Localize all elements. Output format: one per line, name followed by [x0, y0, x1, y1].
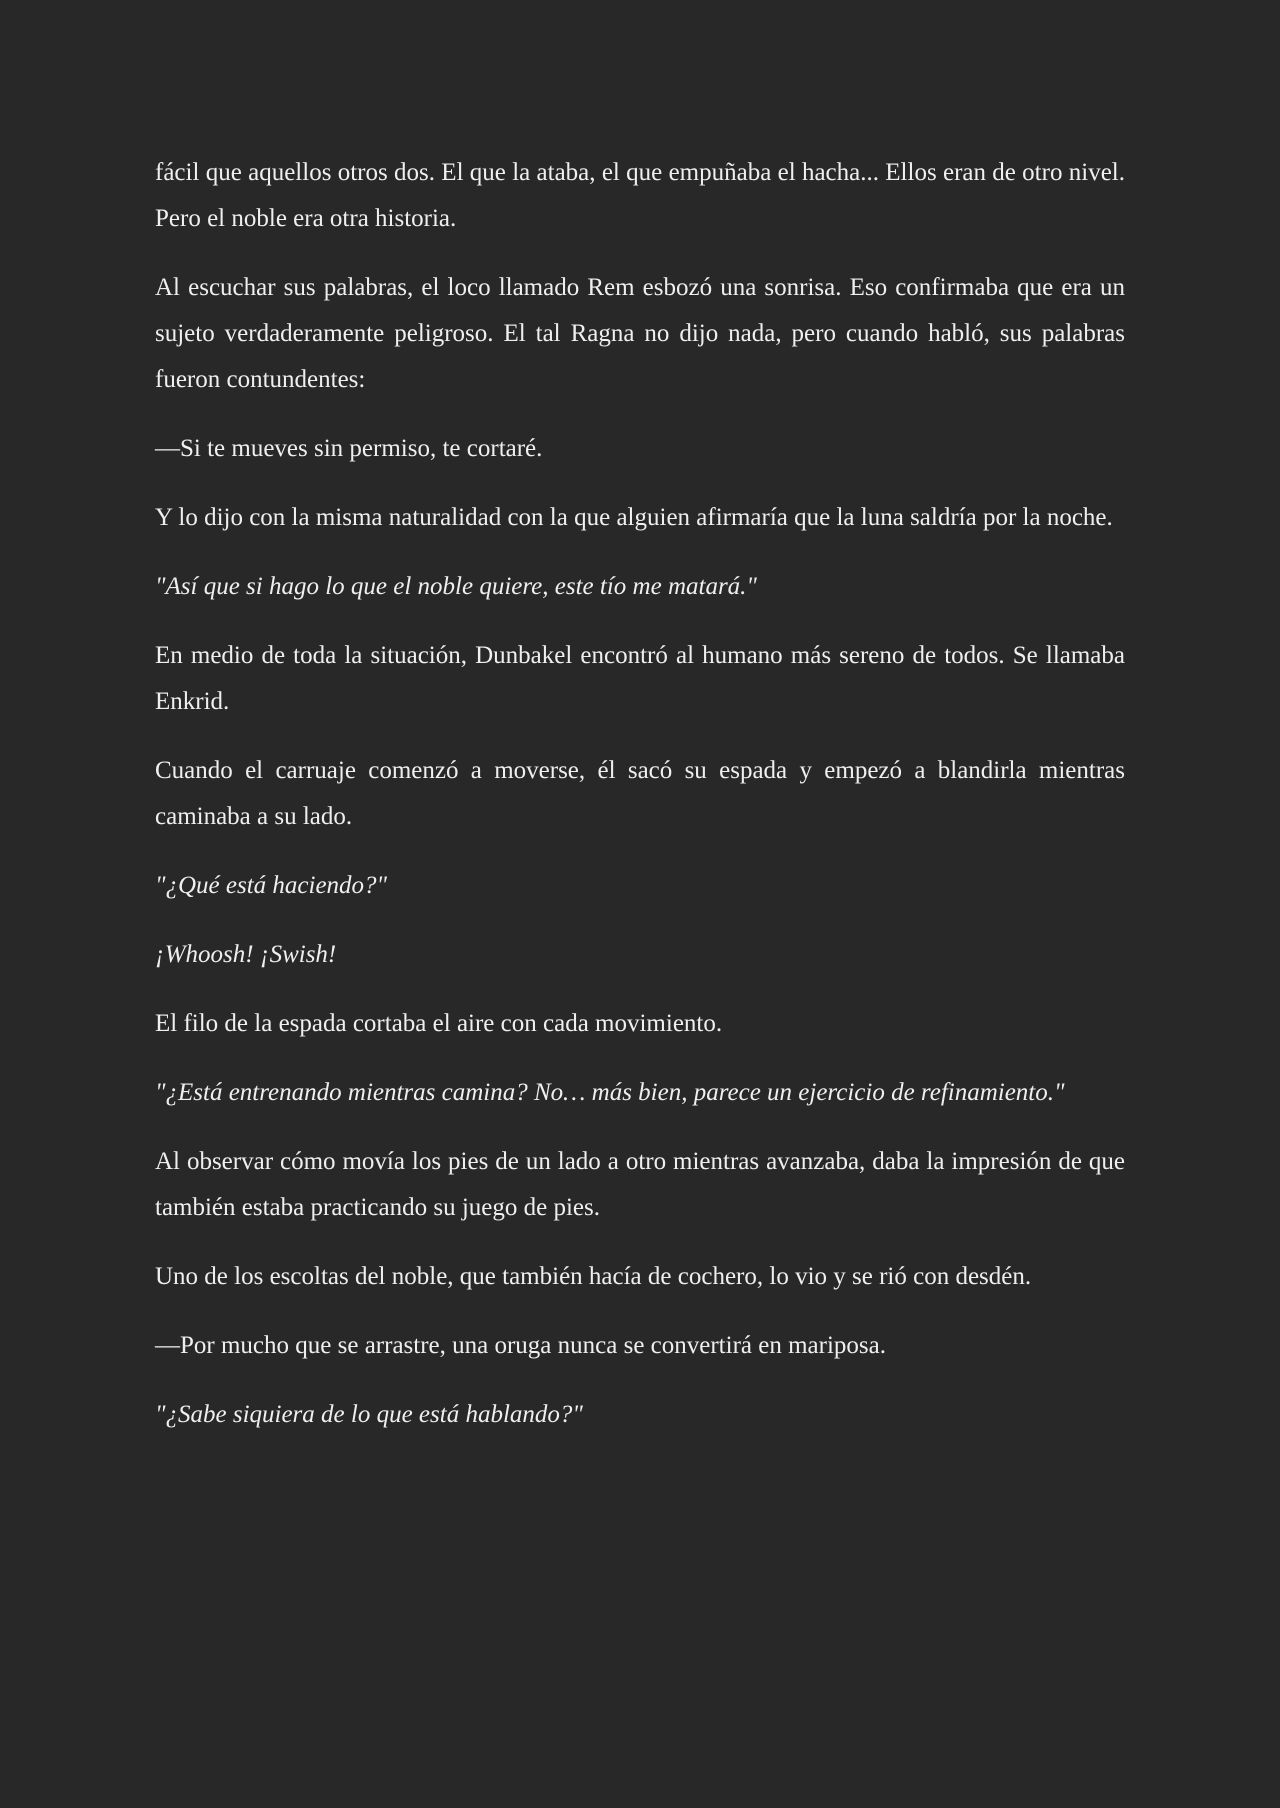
- paragraph-1: fácil que aquellos otros dos. El que la ataba, el que empuñaba el hacha... Ellos eran de otro nivel. Pero el noble era otra historia.: [155, 159, 1125, 232]
- sound-effect: ¡Whoosh! ¡Swish!: [155, 941, 337, 968]
- inner-thought: "¿Está entrenando mientras camina? No… más bien, parece un ejercicio de refinamiento.": [155, 1079, 1065, 1106]
- paragraph-2: Al escuchar sus palabras, el loco llamado Rem esbozó una sonrisa. Eso confirmaba que era un sujeto verdaderamente peligroso. El tal Ragna no dijo nada, pero cuando habló, sus palabras fueron contundentes:: [155, 274, 1125, 393]
- paragraph-7: Cuando el carruaje comenzó a moverse, él sacó su espada y empezó a blandirla mientras caminaba a su lado.: [155, 757, 1125, 830]
- inner-thought: "¿Qué está haciendo?": [155, 872, 388, 899]
- paragraph-13: Uno de los escoltas del noble, que también hacía de cochero, lo vio y se rió con desdén.: [155, 1263, 1032, 1290]
- paragraph-6: En medio de toda la situación, Dunbakel encontró al humano más sereno de todos. Se llamaba Enkrid.: [155, 642, 1125, 715]
- inner-thought: "Así que si hago lo que el noble quiere, este tío me matará.": [155, 573, 757, 600]
- paragraph-4: Y lo dijo con la misma naturalidad con la que alguien afirmaría que la luna saldría por la noche.: [155, 504, 1113, 531]
- dialogue-line: —Por mucho que se arrastre, una oruga nunca se convertirá en mariposa.: [155, 1332, 886, 1359]
- text-body: [155, 150, 1125, 1461]
- dialogue-line: —Si te mueves sin permiso, te cortaré.: [155, 435, 543, 462]
- inner-thought: "¿Sabe siquiera de lo que está hablando?": [155, 1401, 583, 1428]
- paragraph-12: Al observar cómo movía los pies de un lado a otro mientras avanzaba, daba la impresión de que también estaba practicando su juego de pies.: [155, 1148, 1125, 1221]
- paragraph-10: El filo de la espada cortaba el aire con cada movimiento.: [155, 1010, 723, 1037]
